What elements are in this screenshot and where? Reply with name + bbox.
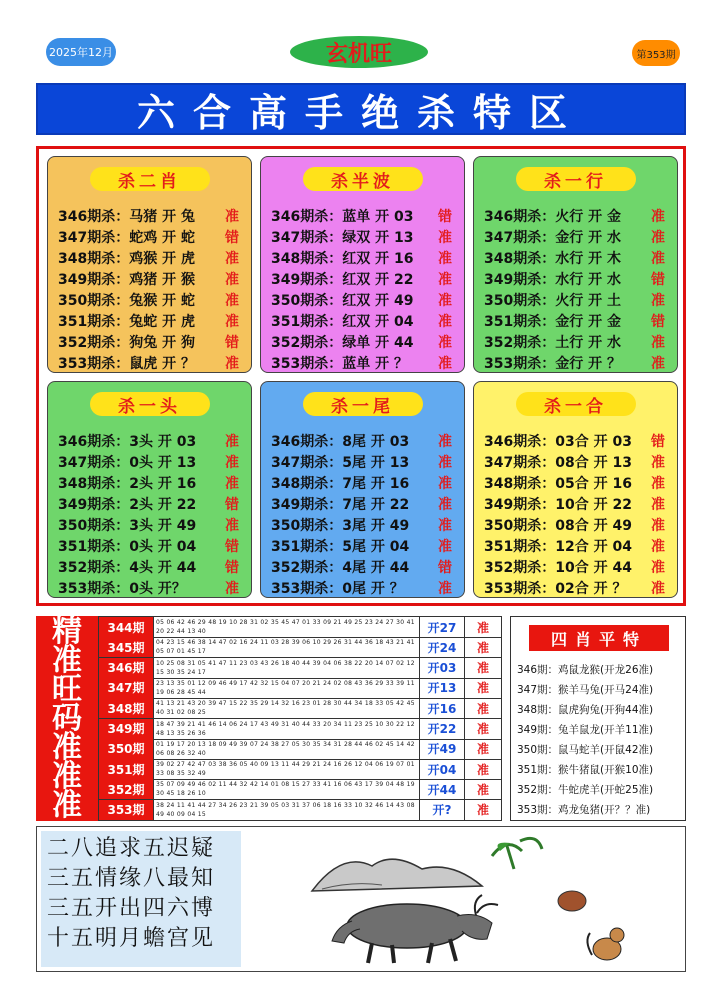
result-mark: 错 [651, 313, 665, 330]
issue-cell: 351期 [99, 759, 154, 779]
panel-row [58, 535, 243, 556]
panel-row [271, 451, 456, 472]
result-mark: 准 [651, 580, 665, 597]
prediction-text: 351期杀：金行 开 金 [484, 313, 621, 330]
prediction-text: 352期杀：10合 开 44 [484, 559, 632, 576]
result-mark: 错 [225, 334, 239, 351]
result-mark: 准 [651, 355, 665, 372]
result-cell: 准 [476, 762, 489, 777]
prediction-text: 349期杀：鸡猪 开 猴 [58, 271, 195, 288]
four-animal-item: 346期：鸡鼠龙猴(开龙26准) [517, 663, 654, 676]
prediction-text: 347期杀：绿双 开 13 [271, 229, 414, 246]
panel-row [484, 352, 669, 373]
numbers-cell: 18 47 39 21 41 46 14 06 24 17 43 49 31 40 44 33 20 34 11 23 25 10 30 22 12 48 13 35 26 36 [154, 719, 420, 739]
result-mark: 准 [438, 517, 452, 534]
panel-row [484, 493, 669, 514]
prediction-text: 351期杀：12合 开 04 [484, 538, 632, 555]
panel-row [58, 493, 243, 514]
result-mark: 准 [651, 292, 665, 309]
panel-row [58, 472, 243, 493]
table-row [99, 779, 501, 800]
result-mark: 准 [438, 538, 452, 555]
result-mark: 准 [225, 271, 239, 288]
result-mark: 错 [651, 271, 665, 288]
prediction-text: 347期杀：蛇鸡 开 蛇 [58, 229, 195, 246]
numbers-cell: 39 02 27 42 47 03 38 36 05 40 09 13 11 44 29 21 24 16 26 12 04 06 19 07 01 33 08 35 32 49 [154, 759, 420, 779]
numbers-cell: 05 06 42 46 29 48 19 10 28 31 02 35 45 47 01 33 09 21 49 25 23 24 27 30 41 20 22 44 13 40 [154, 617, 420, 637]
four-animal-item: 349期：兔羊鼠龙(开羊11准) [517, 723, 654, 736]
result-mark: 准 [438, 250, 452, 267]
prediction-text: 346期杀：3头 开 03 [58, 433, 197, 450]
panel-row [58, 514, 243, 535]
result-mark: 准 [438, 496, 452, 513]
prediction-text: 351期杀：兔蛇 开 虎 [58, 313, 195, 330]
result-mark: 准 [225, 580, 239, 597]
panel-row [58, 289, 243, 310]
panel-row [271, 205, 456, 226]
panel-row [484, 289, 669, 310]
prediction-text: 348期杀：05合 开 16 [484, 475, 632, 492]
prediction-text: 350期杀：兔猴 开 蛇 [58, 292, 195, 309]
result-mark: 错 [438, 559, 452, 576]
result-mark: 准 [651, 454, 665, 471]
result-cell: 准 [476, 782, 489, 797]
result-mark: 准 [225, 517, 239, 534]
prediction-text: 353期杀：0头 开？ [58, 580, 186, 597]
numbers-cell: 01 19 17 20 13 18 09 49 39 07 24 38 27 05 30 35 34 31 28 44 46 02 45 14 42 06 08 26 32 40 [154, 739, 420, 759]
table-row [99, 617, 501, 638]
open-cell: 开03 [420, 658, 465, 678]
numbers-cell: 04 23 15 46 38 14 47 02 16 24 11 03 28 39 06 10 29 26 31 44 36 18 43 21 41 05 07 01 45 17 [154, 637, 420, 657]
prediction-text: 347期杀：金行 开 水 [484, 229, 621, 246]
prediction-text: 352期杀：4尾 开 44 [271, 559, 410, 576]
numbers-cell: 10 25 08 31 05 41 47 11 23 03 43 26 18 40 44 39 04 06 38 22 20 14 07 02 12 15 30 35 24 17 [154, 658, 420, 678]
panel-row [58, 577, 243, 598]
result-cell: 准 [476, 640, 489, 655]
vertical-label-char: 准 [52, 730, 82, 765]
prediction-text: 348期杀：2头 开 16 [58, 475, 197, 492]
result-mark: 错 [225, 496, 239, 513]
prediction-text: 352期杀：土行 开 水 [484, 334, 621, 351]
open-cell: 开13 [420, 678, 465, 698]
vertical-label-char: 准 [52, 759, 82, 794]
panel-row [484, 472, 669, 493]
panel-row [484, 556, 669, 577]
result-mark: 准 [225, 250, 239, 267]
vertical-label-char: 码 [52, 701, 82, 736]
panel-title: 杀半波 [303, 167, 423, 191]
poem-line: 二八追求五迟疑 [47, 835, 216, 861]
result-mark: 准 [651, 496, 665, 513]
panel-row [271, 535, 456, 556]
issue-cell: 348期 [99, 698, 154, 718]
panel-row [271, 514, 456, 535]
result-mark: 准 [651, 538, 665, 555]
result-cell: 准 [476, 722, 489, 736]
prediction-text: 349期杀：水行 开 水 [484, 271, 621, 288]
kill-panel-4 [47, 381, 252, 598]
result-mark: 准 [225, 475, 239, 492]
prediction-text: 349期杀：7尾 开 22 [271, 496, 410, 513]
table-row [99, 637, 501, 658]
issue-cell: 350期 [99, 739, 154, 759]
result-mark: 准 [438, 454, 452, 471]
result-mark: 准 [438, 313, 452, 330]
four-animal-item: 351期：猴牛猪鼠(开猴10准) [517, 763, 654, 776]
result-mark: 准 [438, 292, 452, 309]
panel-row [58, 556, 243, 577]
panel-row [484, 310, 669, 331]
four-animal-item: 348期：鼠虎狗兔(开狗44准) [517, 703, 654, 716]
prediction-text: 353期杀：鼠虎 开 ？ [58, 355, 195, 372]
issue-cell: 349期 [99, 719, 154, 739]
four-animal-box [510, 616, 686, 821]
poem-text [41, 831, 241, 967]
issue-cell: 344期 [99, 617, 154, 637]
prediction-text: 350期杀：3尾 开 49 [271, 517, 410, 534]
prediction-text: 349期杀：2头 开 22 [58, 496, 197, 513]
result-cell: 准 [476, 803, 489, 818]
page-banner: 六合高手绝杀特区 [36, 83, 686, 135]
panel-row [484, 205, 669, 226]
result-mark: 错 [225, 538, 239, 555]
result-cell: 准 [476, 661, 489, 676]
numbers-cell: 35 07 09 49 46 02 11 44 32 42 14 01 08 15 27 33 41 16 06 43 17 39 04 48 19 30 45 18 26 10 [154, 779, 420, 799]
panel-title: 杀一合 [516, 392, 636, 416]
panel-row [271, 493, 456, 514]
panel-row [58, 352, 243, 373]
panel-row [271, 268, 456, 289]
result-mark: 准 [225, 313, 239, 330]
prediction-text: 353期杀：02合 开 ？ [484, 580, 627, 597]
panel-row [271, 289, 456, 310]
result-mark: 错 [651, 433, 665, 450]
numbers-cell: 23 13 35 01 12 09 46 49 17 42 32 15 04 07 20 21 24 02 08 43 36 29 33 39 11 19 06 28 45 44 [154, 678, 420, 698]
issue-cell: 352期 [99, 779, 154, 799]
panel-row [58, 268, 243, 289]
result-mark: 准 [651, 475, 665, 492]
table-row [99, 759, 501, 780]
prediction-text: 347期杀：5尾 开 13 [271, 454, 410, 471]
result-mark: 准 [225, 433, 239, 450]
four-animal-item: 353期：鸡龙兔猪(开？？准) [517, 803, 651, 816]
result-mark: 准 [225, 292, 239, 309]
kill-panel-2 [260, 156, 465, 373]
vertical-label [36, 616, 98, 821]
result-mark: 准 [438, 475, 452, 492]
result-mark: 准 [225, 208, 239, 225]
numbers-cell: 38 24 11 41 44 27 34 26 23 21 39 05 03 31 37 06 18 16 33 10 32 46 14 43 08 49 40 09 04 15 [154, 800, 420, 820]
prediction-text: 348期杀：鸡猴 开 虎 [58, 250, 195, 267]
prediction-text: 350期杀：红双 开 49 [271, 292, 414, 309]
result-mark: 准 [651, 334, 665, 351]
issue-badge: 第353期 [632, 40, 680, 66]
panel-title: 杀二肖 [90, 167, 210, 191]
kill-panels-frame [36, 146, 686, 606]
result-cell: 准 [476, 681, 489, 696]
panel-row [58, 331, 243, 352]
result-mark: 准 [438, 271, 452, 288]
panel-title: 杀一头 [90, 392, 210, 416]
panel-row [484, 331, 669, 352]
panel-row [271, 310, 456, 331]
prediction-text: 348期杀：红双 开 16 [271, 250, 414, 267]
panel-row [58, 451, 243, 472]
prediction-text: 346期杀：马猪 开 兔 [58, 208, 195, 225]
result-mark: 错 [225, 229, 239, 246]
panel-row [484, 247, 669, 268]
prediction-text: 352期杀：绿单 开 44 [271, 334, 414, 351]
result-mark: 准 [651, 559, 665, 576]
result-cell: 准 [476, 701, 489, 716]
prediction-text: 351期杀：红双 开 04 [271, 313, 414, 330]
issue-cell: 346期 [99, 658, 154, 678]
poem-line: 三五情缘八最知 [47, 865, 216, 891]
panel-row [58, 430, 243, 451]
panel-row [271, 331, 456, 352]
panel-row [484, 451, 669, 472]
panel-row [484, 577, 669, 598]
vertical-label-char: 准 [52, 788, 82, 823]
result-mark: 准 [438, 580, 452, 597]
kill-panel-1 [47, 156, 252, 373]
panel-title: 杀一尾 [303, 392, 423, 416]
result-mark: 准 [225, 355, 239, 372]
prediction-text: 353期杀：蓝单 开 ？ [271, 355, 408, 372]
result-mark: 错 [438, 208, 452, 225]
prediction-text: 348期杀：7尾 开 16 [271, 475, 410, 492]
vertical-label-char: 准 [52, 643, 82, 678]
prediction-text: 352期杀：4头 开 44 [58, 559, 197, 576]
prediction-text: 348期杀：水行 开 木 [484, 250, 621, 267]
prediction-text: 350期杀：3头 开 49 [58, 517, 197, 534]
panel-row [58, 310, 243, 331]
four-animal-item: 347期：猴羊马兔(开马24准) [517, 683, 654, 696]
table-row [99, 719, 501, 740]
poem-section [36, 826, 686, 972]
panel-row [271, 352, 456, 373]
panel-row [484, 514, 669, 535]
result-cell: 准 [476, 620, 489, 635]
table-row [99, 698, 501, 719]
panel-row [271, 430, 456, 451]
four-animal-item: 352期：牛蛇虎羊(开蛇25准) [517, 783, 654, 796]
prediction-text: 350期杀：火行 开 土 [484, 292, 621, 309]
prediction-text: 346期杀：03合 开 03 [484, 433, 632, 450]
prediction-text: 346期杀：8尾 开 03 [271, 433, 410, 450]
panel-row [484, 535, 669, 556]
prediction-text: 346期杀：蓝单 开 03 [271, 208, 414, 225]
panel-row [271, 226, 456, 247]
prediction-text: 347期杀：0头 开 13 [58, 454, 197, 471]
vertical-label-char: 精 [52, 614, 82, 649]
kill-panel-6 [473, 381, 678, 598]
panel-row [58, 247, 243, 268]
panel-row [484, 268, 669, 289]
panel-row [271, 577, 456, 598]
open-cell: 开44 [420, 779, 465, 799]
table-row [99, 800, 501, 821]
result-mark: 准 [438, 433, 452, 450]
panel-row [271, 247, 456, 268]
issue-cell: 353期 [99, 800, 154, 820]
result-mark: 准 [225, 454, 239, 471]
panel-row [484, 430, 669, 451]
panel-row [58, 226, 243, 247]
open-cell: 开16 [420, 698, 465, 718]
kill-panel-3 [473, 156, 678, 373]
prediction-text: 351期杀：5尾 开 04 [271, 538, 410, 555]
prediction-text: 351期杀：0头 开 04 [58, 538, 197, 555]
result-mark: 准 [651, 250, 665, 267]
number-table [98, 616, 502, 821]
table-row [99, 658, 501, 679]
prediction-text: 353期杀：金行 开 ？ [484, 355, 621, 372]
poem-line: 十五明月蟾宫见 [47, 925, 216, 951]
panel-title: 杀一行 [516, 167, 636, 191]
issue-cell: 345期 [99, 637, 154, 657]
open-cell: 开22 [420, 719, 465, 739]
result-mark: 准 [651, 517, 665, 534]
open-cell: 开24 [420, 637, 465, 657]
result-mark: 错 [225, 559, 239, 576]
panel-row [58, 205, 243, 226]
panel-row [484, 226, 669, 247]
open-cell: 开? [420, 800, 465, 820]
four-animal-item: 350期：鼠马蛇羊(开鼠42准) [517, 743, 654, 756]
result-mark: 准 [438, 229, 452, 246]
prediction-text: 350期杀：08合 开 49 [484, 517, 632, 534]
kill-panel-5 [260, 381, 465, 598]
ox-illustration [252, 831, 672, 967]
open-cell: 开49 [420, 739, 465, 759]
numbers-cell: 41 13 21 43 20 39 47 15 22 35 29 14 32 16 23 01 28 30 44 34 18 33 05 42 45 40 31 02 08 25 [154, 698, 420, 718]
prediction-text: 352期杀：狗兔 开 狗 [58, 334, 195, 351]
open-cell: 开27 [420, 617, 465, 637]
four-animal-title: 四肖平特 [529, 625, 669, 651]
date-badge: 2025年12月 [46, 38, 116, 66]
table-row [99, 739, 501, 760]
open-cell: 开04 [420, 759, 465, 779]
result-mark: 准 [438, 334, 452, 351]
result-cell: 准 [476, 742, 489, 757]
prediction-text: 353期杀：0尾 开 ？ [271, 580, 404, 597]
result-mark: 准 [651, 229, 665, 246]
result-mark: 准 [438, 355, 452, 372]
panel-row [271, 472, 456, 493]
poem-line: 三五开出四六博 [47, 895, 216, 921]
vertical-label-char: 旺 [52, 672, 82, 707]
prediction-text: 349期杀：10合 开 22 [484, 496, 632, 513]
prediction-text: 346期杀：火行 开 金 [484, 208, 621, 225]
brand-title: 玄机旺 [290, 36, 428, 68]
issue-cell: 347期 [99, 678, 154, 698]
prediction-text: 347期杀：08合 开 13 [484, 454, 632, 471]
prediction-text: 349期杀：红双 开 22 [271, 271, 414, 288]
table-row [99, 678, 501, 699]
result-mark: 准 [651, 208, 665, 225]
panel-row [271, 556, 456, 577]
